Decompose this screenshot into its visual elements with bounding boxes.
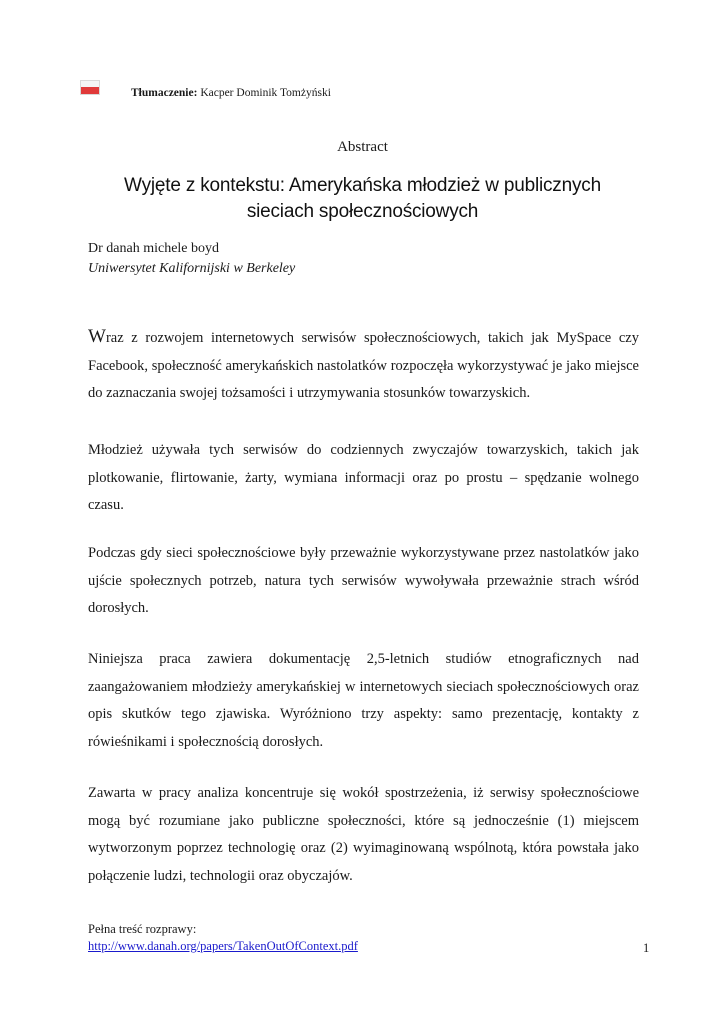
- full-text-link[interactable]: http://www.danah.org/papers/TakenOutOfContext.pdf: [88, 939, 358, 953]
- paragraph-1-initial: W: [88, 326, 106, 347]
- paragraph-2: Młodzież używała tych serwisów do codziennych zwyczajów towarzyskich, takich jak plotkowanie, flirtowanie, żarty, wymiana informacji oraz po prostu – spędzanie wolnego czasu.: [88, 442, 639, 513]
- author-affiliation: Uniwersytet Kalifornijski w Berkeley: [88, 261, 296, 276]
- paragraph-1: [88, 323, 639, 408]
- title-line-1: Wyjęte z kontekstu: Amerykańska młodzież w publicznych: [124, 175, 601, 196]
- paragraph-1-text: raz z rozwojem internetowych serwisów społecznościowych, takich jak MySpace czy Facebook, społeczność amerykańskich nastolatków rozpoczęła wykorzystywać je jako miejsce do zaznaczania swojej tożsamości i utrzymywania stosunków towarzyskich.: [88, 330, 639, 401]
- translator-label: Tłumaczenie:: [131, 87, 198, 99]
- paragraph-3: Podczas gdy sieci społecznościowe były przeważnie wykorzystywane przez nastolatków jako ujście społecznych potrzeb, natura tych serwisów wywoływała przeważnie strach wśród dorosłych.: [88, 545, 639, 616]
- page-number: 1: [643, 941, 650, 955]
- author-name: Dr danah michele boyd: [88, 241, 220, 256]
- translator-name: Kacper Dominik Tomżyński: [200, 87, 331, 99]
- paragraph-5: Zawarta w pracy analiza koncentruje się wokół spostrzeżenia, iż serwisy społecznościowe mogą być rozumiane jako publiczne społeczności, które są jednocześnie (1) miejscem wytworzonym poprzez technologię oraz (2) wyimaginowaną wspólnotą, która powstała jako połączenie ludzi, technologii oraz obyczajów.: [88, 785, 639, 884]
- translator-credit: [131, 86, 331, 100]
- document-title: [80, 173, 645, 225]
- abstract-label: Abstract: [337, 139, 388, 155]
- paragraph-4: Niniejsza praca zawiera dokumentację 2,5-letnich studiów etnograficznych nad zaangażowaniem młodzieży amerykańskiej w internetowych sieciach społecznościowych oraz opis skutków tego zjawiska. Wyróżniono trzy aspekty: samo prezentację, kontakty z rówieśnikami i społecznością dorosłych.: [88, 651, 639, 750]
- title-line-2: sieciach społecznościowych: [246, 201, 479, 222]
- footnote-label: Pełna treść rozprawy:: [88, 922, 197, 936]
- poland-flag-icon: [80, 80, 100, 95]
